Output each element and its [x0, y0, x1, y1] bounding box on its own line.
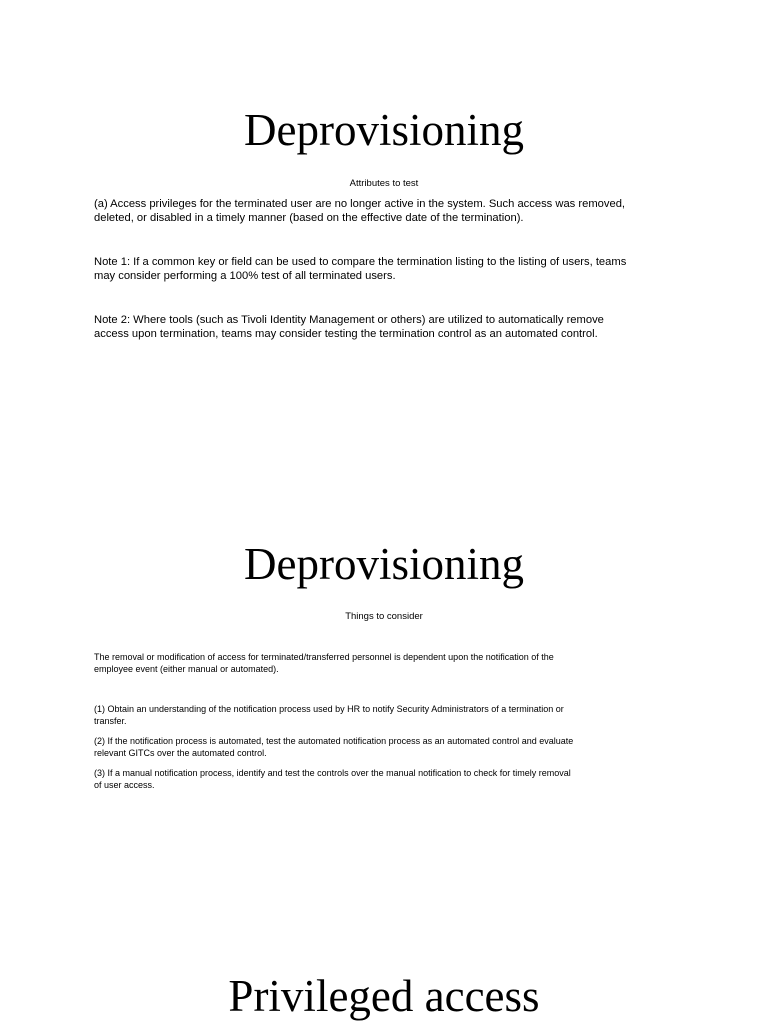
slide-2-intro: The removal or modification of access for terminated/transferred personnel is dependent upon the notification of the employee event (either manual or automated). — [94, 652, 554, 674]
slide-2-item-1: (1) Obtain an understanding of the notification process used by HR to notify Security Administrators of a termination or transfer. — [94, 704, 564, 726]
slide-1-title: Deprovisioning — [244, 105, 524, 155]
slide-1-note-1: Note 1: If a common key or field can be used to compare the termination listing to the listing of users, teams may consider performing a 100% test of all terminated users. — [94, 256, 627, 282]
slide-3-title: Privileged access — [228, 971, 540, 1021]
slide-2-item-3: (3) If a manual notification process, identify and test the controls over the manual notification to check for timely removal of user access. — [94, 768, 571, 790]
slide-2-title: Deprovisioning — [244, 539, 524, 589]
slide-1-paragraph-a: (a) Access privileges for the terminated user are no longer active in the system. Such access was removed, deleted, or disabled in a timely manner (based on the effective date of the termination). — [94, 198, 626, 224]
slide-1-subtitle: Attributes to test — [349, 178, 419, 189]
slide-1-note-2: Note 2: Where tools (such as Tivoli Identity Management or others) are utilized to automatically remove access upon termination, teams may consider testing the termination control as an automated control. — [94, 314, 604, 340]
slide-2-item-2: (2) If the notification process is automated, test the automated notification process as an automated control and evaluate relevant GITCs over the automated control. — [94, 736, 574, 758]
slide-2-subtitle: Things to consider — [345, 611, 423, 622]
